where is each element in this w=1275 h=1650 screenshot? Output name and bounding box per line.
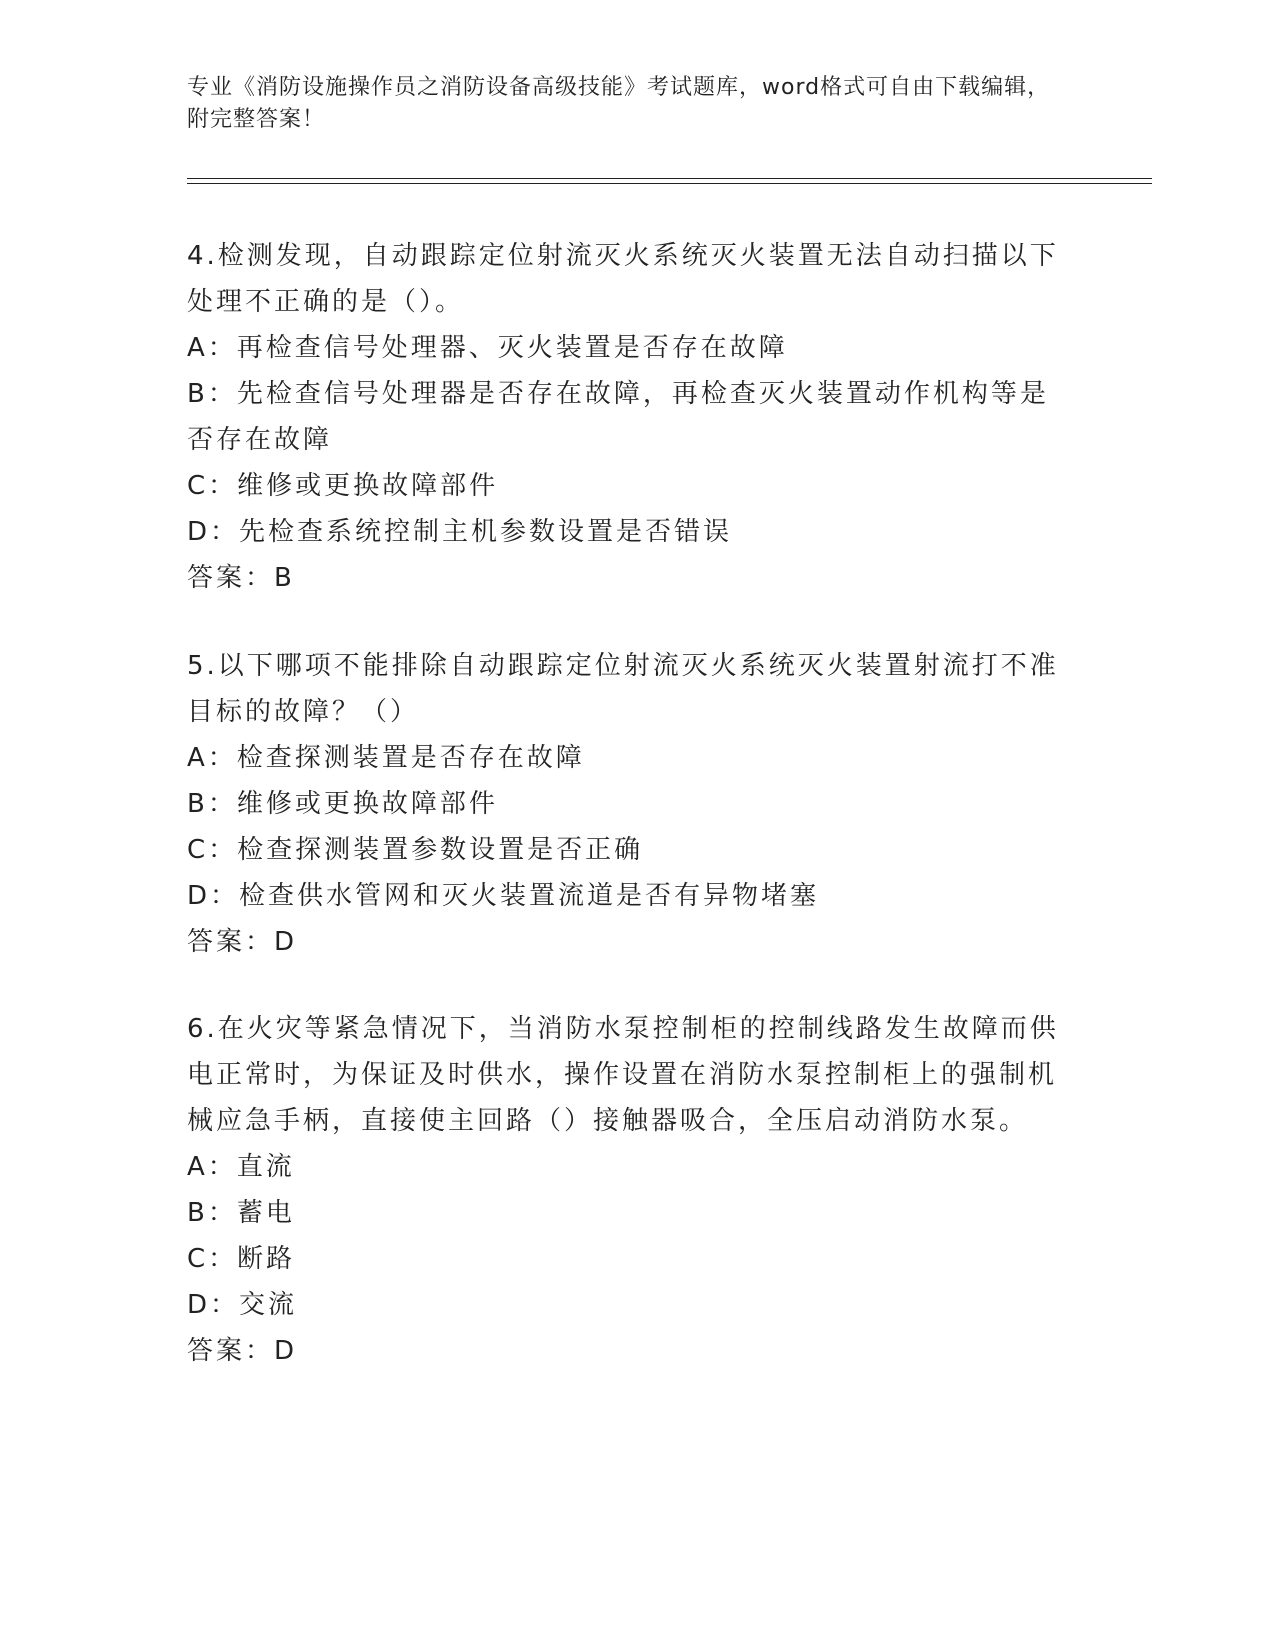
header-divider-top (187, 178, 1152, 179)
answer: 答案：D (187, 927, 298, 957)
option-a: A：检查探测装置是否存在故障 (187, 743, 585, 773)
option-a: A：直流 (187, 1152, 295, 1182)
option-c: C：维修或更换故障部件 (187, 471, 499, 501)
question-stem: 6.在火灾等紧急情况下，当消防水泵控制柜的控制线路发生故障而供电正常时，为保证及时供水，操作设置在消防水泵控制柜上的强制机械应急手柄，直接使主回路（）接触器吸合，全压启动消防水泵。 (187, 1014, 1059, 1136)
document-header: 专业《消防设施操作员之消防设备高级技能》考试题库，word格式可自由下载编辑，附完整答案！ (187, 75, 1051, 132)
option-d: D：先检查系统控制主机参数设置是否错误 (187, 517, 733, 547)
question-stem: 4.检测发现，自动跟踪定位射流灭火系统灭火装置无法自动扫描以下处理不正确的是（）。 (187, 241, 1059, 317)
option-d: D：交流 (187, 1290, 298, 1320)
option-c: C：检查探测装置参数设置是否正确 (187, 835, 644, 865)
option-d: D：检查供水管网和灭火装置流道是否有异物堵塞 (187, 881, 820, 911)
answer: 答案：D (187, 1336, 298, 1366)
question-stem: 5.以下哪项不能排除自动跟踪定位射流灭火系统灭火装置射流打不准目标的故障？（） (187, 651, 1059, 727)
header-divider-bottom (187, 183, 1152, 184)
option-b: B：蓄电 (187, 1198, 295, 1228)
answer: 答案：B (187, 563, 295, 593)
question-5 (187, 643, 1067, 965)
question-6 (187, 1006, 1067, 1374)
option-c: C：断路 (187, 1244, 296, 1274)
option-b: B：先检查信号处理器是否存在故障，再检查灭火装置动作机构等是否存在故障 (187, 379, 1049, 455)
question-4 (187, 233, 1067, 601)
option-b: B：维修或更换故障部件 (187, 789, 498, 819)
option-a: A：再检查信号处理器、灭火装置是否存在故障 (187, 333, 788, 363)
